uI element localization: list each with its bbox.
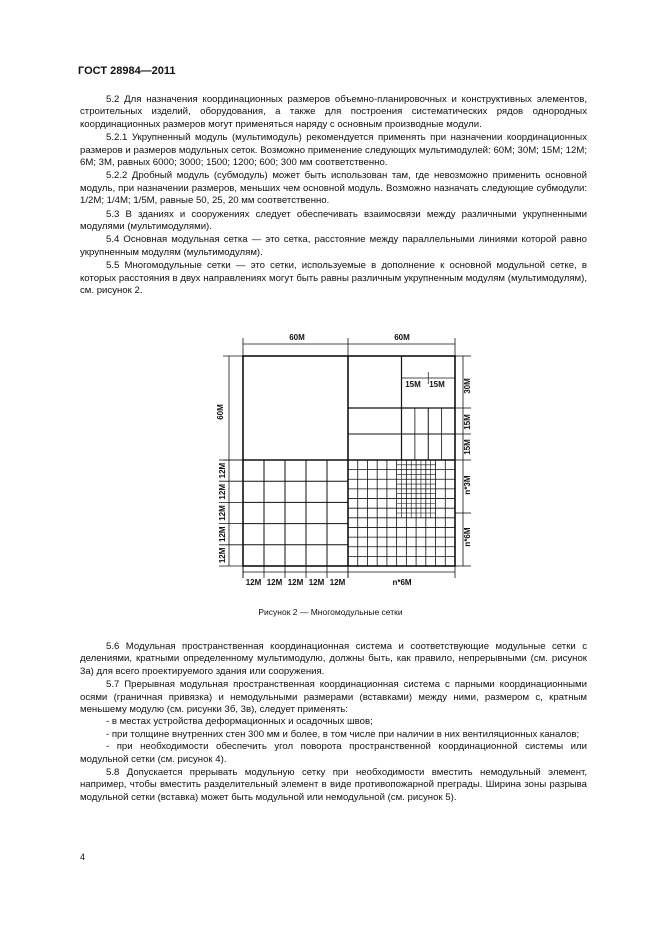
dim-top-right: 60М	[394, 333, 410, 342]
grid-lines	[219, 338, 471, 578]
list-item-3: - при необходимости обеспечить угол поворота пространственной координационной системы или модульной сетки (см. рисунок 4).	[80, 741, 587, 765]
paragraph-5-2-1: 5.2.1 Укрупненный модуль (мультимодуль) рекомендуется применять при назначении координационных размеров и размеров модульных сеток. Возможно применение следующих мультимодулей: 60М; 30М; 15М; 12М; 6М; 3М, равных 6000; 3000; 1500; 1200; 600; 300 мм соответственно.	[80, 132, 587, 169]
dim-left-12m-label: 12М	[218, 547, 227, 564]
dim-left-12m-label: 12М	[218, 505, 227, 521]
list-item-1: - в местах устройства деформационных и осадочных швов;	[106, 716, 373, 728]
dim-bottom-12m-label: 12М	[287, 578, 304, 587]
dim-right-30m: 30М	[463, 378, 472, 394]
bottom-12m-labels	[246, 578, 346, 587]
paragraph-5-6: 5.6 Модульная пространственная координационная система и соответствующие модульные сетки с делениями, кратными определенному мультимодулю, должны быть, как правило, непрерывными (см. рисунок 3а) для всего проектируемого здания или сооружения.	[80, 641, 587, 677]
dim-top-left: 60М	[289, 333, 305, 342]
paragraph-5-5: 5.5 Многомодульные сетки — это сетки, используемые в дополнение к основной модульной сетке, в которых расстояния в двух направлениях могут быть равны различным укрупненным модулям (мультимодулям), см. рисунок 2.	[80, 260, 587, 297]
dim-left-12m-label: 12М	[218, 526, 227, 542]
left-12m-labels	[218, 462, 227, 563]
dim-inner-15m-b: 15М	[429, 380, 445, 389]
text-block-bottom	[80, 641, 587, 804]
text-block-top	[80, 94, 587, 298]
list-item-2: - при толщине внутренних стен 300 мм и более, в том числе при наличии в них вентиляционных каналов;	[106, 728, 580, 740]
dim-right-n3m: n*3М	[463, 475, 472, 495]
dim-right-n6m: n*6М	[463, 527, 472, 547]
dim-bottom-12m-label: 12М	[308, 578, 325, 587]
dim-bottom-12m-label: 12М	[245, 578, 262, 587]
dim-left-12m-label: 12М	[218, 462, 227, 479]
dim-left-12m-label: 12М	[218, 484, 227, 500]
paragraph-5-2-2: 5.2.2 Дробный модуль (субмодуль) может быть использован там, где невозможно применить основной модуль, при назначении размеров, меньших чем основной модуль. Возможно назначать следующие субмодули: 1/2М; 1/4М; 1/5М, равные 50, 25, 20 мм соответственно.	[80, 170, 587, 207]
dim-left-60m: 60М	[216, 404, 225, 420]
dim-bottom-12m-label: 12М	[329, 578, 346, 587]
paragraph-5-3: 5.3 В зданиях и сооружениях следует обеспечивать взаимосвязи между различными укрупненными модулями (мультимодулями).	[80, 208, 587, 233]
dim-bottom-n6m: n*6М	[392, 578, 412, 587]
figure-caption: Рисунок 2 — Многомодульные сетки	[258, 607, 403, 617]
dim-inner-15m-a: 15М	[405, 380, 421, 389]
multimodule-grid-figure	[205, 326, 485, 596]
paragraph-5-8: 5.8 Допускается прерывать модульную сетку при необходимости вместить немодульный элемент, например, чтобы вместить разделительный элемент в виде противопожарной преграды. Ширина зоны разрыва модульной сетки (вставка) может быть модульной или немодульной (см. рисунок 5).	[80, 767, 587, 803]
dim-bottom-12m-label: 12М	[266, 578, 283, 587]
paragraph-5-4: 5.4 Основная модульная сетка — это сетка, расстояние между параллельными линиями которой равно укрупненным модулям (мультимодулям).	[80, 234, 587, 258]
paragraph-5-2: 5.2 Для назначения координационных размеров объемно-планировочных и конструктивных элементов, строительных изделий, оборудования, а также для построения систематических рядов однородных координационных размеров могут применяться наряду с основным производные модули.	[80, 94, 587, 130]
grid-frame	[243, 356, 455, 566]
dim-right-15m-b: 15М	[463, 439, 472, 455]
page-number: 4	[80, 852, 86, 862]
dim-right-15m-a: 15М	[463, 414, 472, 430]
paragraph-5-7: 5.7 Прерывная модульная пространственная координационная система с парными координационными осями (граничная привязка) и немодульными размерами (вставками) между ними, размером с, кратным меньшему модулю (см. рисунки 3б, 3в), следует применять:	[80, 679, 587, 716]
document-header: ГОСТ 28984—2011	[78, 65, 176, 77]
